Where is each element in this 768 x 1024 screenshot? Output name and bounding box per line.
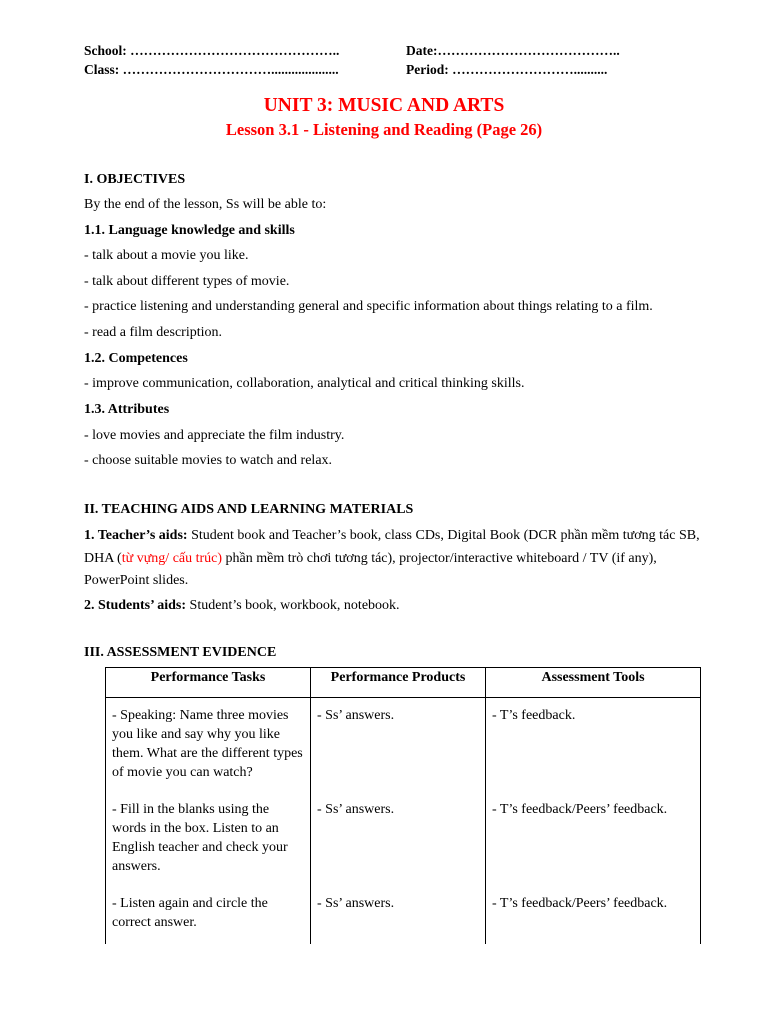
teaching-aids-heading: II. TEACHING AIDS AND LEARNING MATERIALS xyxy=(84,502,414,517)
table-cell: - T’s feedback/Peers’ feedback. xyxy=(486,792,701,886)
assessment-table xyxy=(105,667,701,944)
list-item: - choose suitable movies to watch and relax. xyxy=(84,453,333,468)
school-field: School: ……………………………………….. xyxy=(84,43,340,58)
list-item: - read a film description. xyxy=(84,325,223,340)
competences-heading: 1.2. Competences xyxy=(84,351,188,366)
list-item: - talk about different types of movie. xyxy=(84,274,290,289)
unit-title: UNIT 3: MUSIC AND ARTS xyxy=(263,95,505,116)
teacher-aids-highlight: từ vựng/ cấu trúc) xyxy=(121,550,223,566)
table-cell: - Ss’ answers. xyxy=(311,792,486,886)
period-field: Period: ……………………….......... xyxy=(406,62,608,77)
attributes-heading: 1.3. Attributes xyxy=(84,402,170,417)
list-item: - improve communication, collaboration, analytical and critical thinking skills. xyxy=(84,376,525,391)
table-cell: - T’s feedback. xyxy=(486,698,701,793)
student-aids-paragraph xyxy=(84,598,400,614)
table-cell: - Fill in the blanks using the words in the box. Listen to an English teacher and check your answers. xyxy=(106,792,311,886)
table-cell: - T’s feedback/Peers’ feedback. xyxy=(486,886,701,944)
table-cell: - Ss’ answers. xyxy=(311,886,486,944)
table-row xyxy=(106,792,701,886)
lesson-title: Lesson 3.1 - Listening and Reading (Page 26) xyxy=(225,120,543,139)
student-aids-text: Student’s book, workbook, notebook. xyxy=(186,598,400,613)
teacher-aids-label: 1. Teacher’s aids: xyxy=(84,528,188,543)
objectives-intro: By the end of the lesson, Ss will be able to: xyxy=(84,197,327,212)
teacher-aids-paragraph xyxy=(84,525,714,593)
language-skills-heading: 1.1. Language knowledge and skills xyxy=(84,223,295,238)
table-row xyxy=(106,698,701,793)
table-header-row xyxy=(106,668,701,698)
table-cell: - Speaking: Name three movies you like and say why you like them. What are the different types of movie you can watch? xyxy=(106,698,311,793)
list-item: - talk about a movie you like. xyxy=(84,248,249,263)
date-field: Date:………………………………….. xyxy=(406,43,620,58)
list-item: - love movies and appreciate the film industry. xyxy=(84,428,345,443)
table-row xyxy=(106,886,701,944)
list-item: - practice listening and understanding general and specific information about things relating to a film. xyxy=(84,299,653,314)
table-cell: - Ss’ answers. xyxy=(311,698,486,793)
student-aids-label: 2. Students’ aids: xyxy=(84,598,187,613)
teacher-aids-text: Student book and Teacher’s book, class CDs, Digital Book (DCR phần mềm tương tác SB, DHA ( xyxy=(84,528,700,566)
column-header: Performance Products xyxy=(311,668,486,698)
column-header: Assessment Tools xyxy=(486,668,701,698)
class-field: Class: …………………………….................... xyxy=(84,62,339,77)
table-cell: - Listen again and circle the correct answer. xyxy=(106,886,311,944)
teacher-aids-text-end: phần mềm trò chơi tương tác), projector/interactive whiteboard / TV (if any), PowerPoint slides. xyxy=(84,550,657,588)
assessment-heading: III. ASSESSMENT EVIDENCE xyxy=(84,645,277,660)
objectives-heading: I. OBJECTIVES xyxy=(84,172,186,187)
column-header: Performance Tasks xyxy=(106,668,311,698)
